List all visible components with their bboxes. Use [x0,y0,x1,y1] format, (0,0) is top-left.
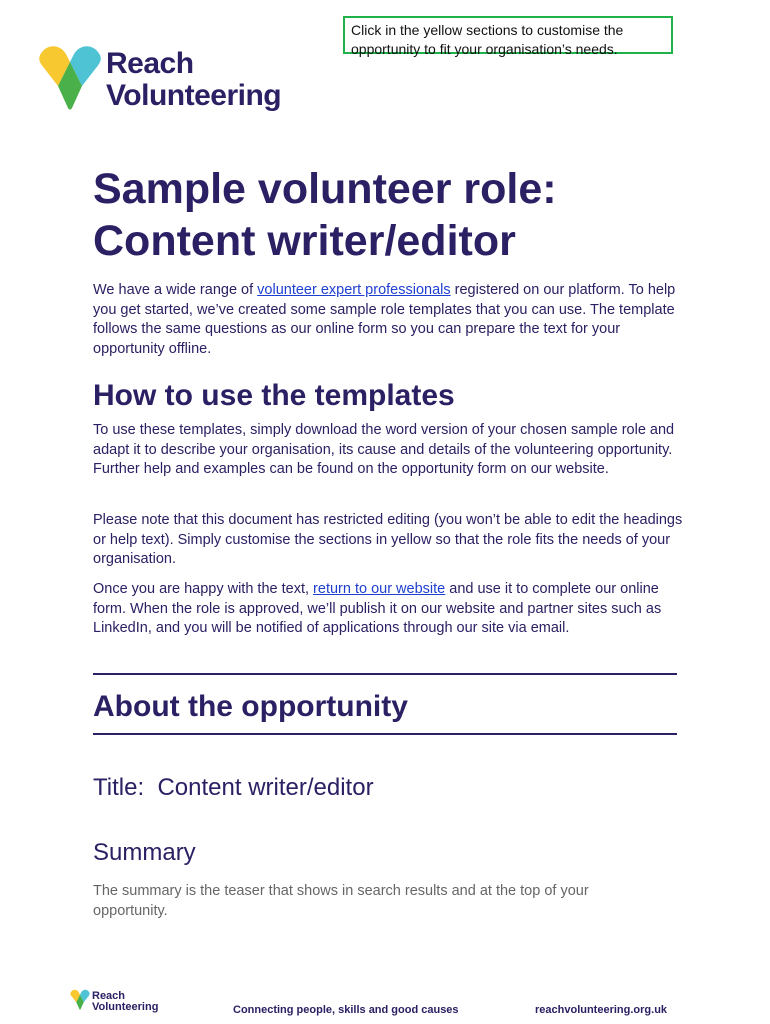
footer-wordmark-reach: Reach [92,990,126,1002]
return-to-website-link[interactable]: return to our website [313,581,446,597]
section-divider-top [93,673,677,675]
footer-tagline: Connecting people, skills and good causes [233,1004,459,1016]
heart-logo-icon [38,46,102,112]
summary-help-text: The summary is the teaser that shows in search results and at the top of your opportunity. [93,883,589,919]
about-heading: About the opportunity [93,690,408,723]
reach-volunteering-logo [38,42,308,118]
footer-url: reachvolunteering.org.uk [535,1004,668,1016]
logo-wordmark-reach: Reach [106,47,194,80]
logo-wordmark-volunteering: Volunteering [106,79,282,112]
role-title-value[interactable]: Content writer/editor [157,774,374,801]
how-to-heading: How to use the templates [93,379,455,412]
intro-paragraph [93,281,693,359]
summary-heading: Summary [93,839,196,866]
footer-logo [70,987,170,1017]
how-to-paragraph-1: To use these templates, simply download the word version of your chosen sample role and adapt it to describe your organisation, its cause and details of the volunteering opportunity. Further help and examples can be found on the opportunity form on our website. [93,422,675,477]
section-divider-bottom [93,733,677,735]
p3-text-after: and use it to complete our online form. When the role is approved, we’ll publish it on our website and partner sites such as LinkedIn, and you will be notified of applications through our site via email. [93,581,662,636]
intro-text-after: registered on our platform. To help you get started, we’ve created some sample role templates that you can use. The template follows the same questions as our online form so you can prepare the text for your opportunity offline. [93,282,676,357]
page-title [93,163,713,267]
customise-notice-text: Click in the yellow sections to customise the opportunity to fit your organisation’s needs. [351,22,624,57]
page-title-line2: Content writer/editor [93,217,516,265]
how-to-paragraph-2: Please note that this document has restricted editing (you won’t be able to edit the headings or help text). Simply customise the sections in yellow so that the role fits the needs of your organisation. [93,512,683,567]
footer-heart-icon [70,989,90,1011]
page-title-line1: Sample volunteer role: [93,165,557,213]
footer-wordmark-volunteering: Volunteering [92,1001,159,1013]
role-title-label: Title: [93,774,145,801]
intro-text-before: We have a wide range of [93,282,258,298]
p3-text-before: Once you are happy with the text, [93,581,314,597]
role-title-line [93,773,374,803]
volunteer-professionals-link[interactable]: volunteer expert professionals [257,282,451,298]
customise-notice [343,16,673,57]
how-to-paragraph-3 [93,580,693,639]
